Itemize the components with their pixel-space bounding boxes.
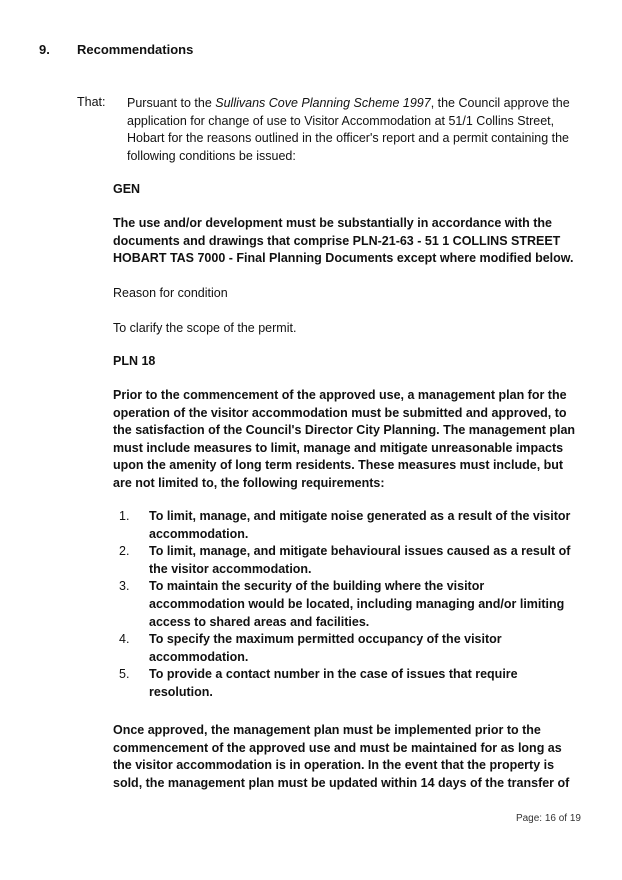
- list-item: [113, 666, 583, 701]
- list-item-number: 4.: [119, 632, 130, 647]
- list-item-number: 2.: [119, 544, 130, 559]
- list-item-text: To limit, manage, and mitigate behavioural issues caused as a result of the visitor accommodation.: [149, 544, 571, 576]
- list-item: [113, 631, 583, 666]
- gen-heading: GEN: [113, 182, 141, 196]
- closing-paragraph: Once approved, the management plan must be implemented prior to the commencement of the approved use and must be maintained for as long as the visitor accommodation is in operation. In the event that the property is sold, the management plan must be updated within 14 days of the transfer of: [113, 723, 570, 790]
- reason-text: To clarify the scope of the permit.: [113, 321, 297, 335]
- section-title: Recommendations: [77, 42, 194, 57]
- intro-pre: Pursuant to the: [127, 96, 216, 110]
- reason-label: Reason for condition: [113, 286, 228, 300]
- list-item-number: 3.: [119, 579, 130, 594]
- intro-post: , the Council approve the application for change of use to Visitor Accommodation at 51/1 Collins Street, Hobart for the reasons outlined in the officer's report and a permit containing the following conditions be issued:: [127, 96, 570, 163]
- list-item: [113, 508, 583, 543]
- list-item: [113, 543, 583, 578]
- list-item-number: 1.: [119, 509, 130, 523]
- that-label: That:: [77, 95, 106, 109]
- requirements-list: [113, 508, 583, 702]
- intro-paragraph: [127, 95, 587, 165]
- gen-condition: The use and/or development must be substantially in accordance with the documents and drawings that comprise PLN-21-63 - 51 1 COLLINS STREET HOBART TAS 7000 - Final Planning Documents except where modified below.: [113, 216, 574, 266]
- pln18-condition: Prior to the commencement of the approved use, a management plan for the operation of the visitor accommodation must be submitted and approved, to the satisfaction of the Council's Director City Planning. The management plan must include measures to limit, manage and mitigate unreasonable impacts upon the amenity of long term residents. These measures must include, but are not limited to, the following requirements:: [113, 388, 576, 490]
- list-item-text: To limit, manage, and mitigate noise generated as a result of the visitor accommodation.: [149, 509, 571, 541]
- list-item-number: 5.: [119, 667, 130, 682]
- page-number: Page: 16 of 19: [515, 813, 581, 824]
- section-number: 9.: [39, 42, 50, 57]
- list-item-text: To provide a contact number in the case of issues that require resolution.: [149, 667, 518, 699]
- pln18-heading: PLN 18: [113, 354, 156, 368]
- list-item-text: To maintain the security of the building where the visitor accommodation would be located, including managing and/or limiting access to shared areas and facilities.: [149, 579, 565, 629]
- list-item: [113, 578, 583, 631]
- scheme-name: Sullivans Cove Planning Scheme 1997: [215, 96, 431, 110]
- list-item-text: To specify the maximum permitted occupancy of the visitor accommodation.: [149, 632, 502, 664]
